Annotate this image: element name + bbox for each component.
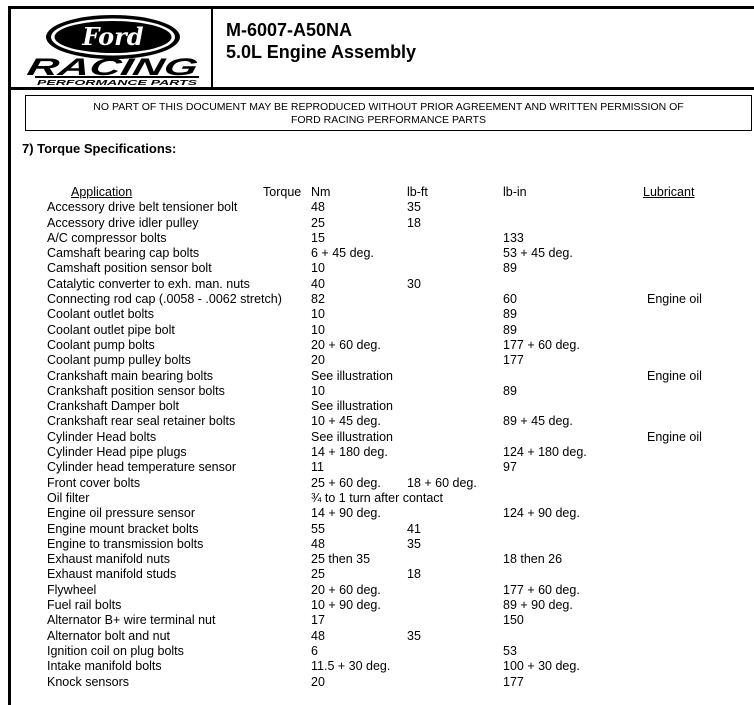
cell-application: A/C compressor bolts (47, 230, 167, 245)
cell-nm: 10 (311, 383, 325, 398)
document-number: M-6007-A50NA (226, 20, 353, 40)
table-row (47, 567, 752, 582)
cell-nm: See illustration (311, 429, 393, 444)
document-title: 5.0L Engine Assembly (226, 42, 417, 62)
table-row (47, 491, 752, 506)
cell-application: Coolant pump bolts (47, 337, 155, 352)
cell-application: Exhaust manifold studs (47, 567, 177, 582)
table-row (47, 537, 752, 552)
document-title-block (226, 19, 416, 63)
cell-lbft: 41 (407, 521, 421, 536)
cell-application: Accessory drive belt tensioner bolt (47, 200, 238, 215)
cell-application: Intake manifold bolts (47, 659, 162, 674)
cell-lbin: 177 + 60 deg. (503, 337, 580, 352)
cell-application: Engine oil pressure sensor (47, 506, 195, 521)
cell-nm: 10 (311, 322, 325, 337)
header-rule (11, 87, 754, 90)
cell-lbft: 35 (407, 536, 421, 551)
cell-application: Knock sensors (47, 674, 129, 689)
cell-nm: 11.5 + 30 deg. (311, 659, 391, 674)
table-row (47, 644, 752, 659)
cell-lubricant: Engine oil (647, 292, 702, 307)
table-row (47, 552, 752, 567)
cell-lubricant: Engine oil (647, 368, 702, 383)
cell-lbft: 35 (407, 628, 421, 643)
cell-lbin: 60 (503, 292, 517, 307)
cell-application: Coolant pump pulley bolts (47, 353, 191, 368)
table-header-row (47, 185, 752, 200)
cell-lbin: 177 + 60 deg. (503, 582, 580, 597)
cell-nm: 6 + 45 deg. (311, 246, 374, 261)
cell-nm: 10 + 45 deg. (311, 414, 381, 429)
cell-application: Connecting rod cap (.0058 - .0062 stretch) (47, 292, 282, 307)
table-row (47, 261, 752, 276)
cell-application: Flywheel (47, 582, 97, 597)
logo-ford-text: Ford (82, 22, 144, 51)
cell-lbin: 89 (503, 307, 517, 322)
table-row (47, 384, 752, 399)
copyright-notice (25, 95, 752, 131)
cell-lbft: 18 + 60 deg. (407, 475, 477, 490)
header-lbft: lb-ft (407, 185, 428, 199)
cell-application: Crankshaft rear seal retainer bolts (47, 414, 236, 429)
cell-application: Fuel rail bolts (47, 598, 122, 613)
cell-application: Coolant outlet pipe bolt (47, 322, 175, 337)
document-header (11, 9, 754, 87)
table-row (47, 216, 752, 231)
table-row (47, 613, 752, 628)
cell-nm: 20 (311, 353, 325, 368)
cell-nm: 25 (311, 567, 325, 582)
cell-application: Alternator bolt and nut (47, 628, 170, 643)
table-row (47, 675, 752, 690)
table-row (47, 522, 752, 537)
cell-nm: 20 + 60 deg. (311, 582, 381, 597)
cell-nm: 15 (311, 230, 325, 245)
cell-lbft: 18 (407, 215, 421, 230)
cell-nm: 20 (311, 674, 325, 689)
table-row (47, 460, 752, 475)
table-row (47, 292, 752, 307)
cell-nm: 25 + 60 deg. (311, 475, 381, 490)
cell-application: Camshaft position sensor bolt (47, 261, 212, 276)
cell-lbft: 18 (407, 567, 421, 582)
cell-application: Oil filter (47, 490, 90, 505)
cell-lbin: 89 (503, 261, 517, 276)
cell-application: Coolant outlet bolts (47, 307, 155, 322)
cell-application: Crankshaft main bearing bolts (47, 368, 214, 383)
cell-nm: 17 (311, 613, 325, 628)
table-row (47, 583, 752, 598)
cell-application: Alternator B+ wire terminal nut (47, 613, 216, 628)
ford-racing-logo (21, 9, 213, 87)
cell-nm: 10 (311, 261, 325, 276)
cell-nm: 10 (311, 307, 325, 322)
section-title: 7) Torque Specifications: (22, 141, 177, 156)
table-row (47, 323, 752, 338)
cell-nm: 14 + 90 deg. (311, 506, 381, 521)
table-row (47, 629, 752, 644)
cell-lbin: 150 (503, 613, 524, 628)
header-lubricant: Lubricant (643, 185, 695, 199)
header-torque: Torque (263, 185, 302, 199)
cell-lbft: 30 (407, 276, 421, 291)
cell-nm: 48 (311, 200, 325, 215)
table-body (47, 200, 752, 690)
cell-application: Front cover bolts (47, 475, 141, 490)
header-application: Application (71, 185, 133, 199)
logo-racing-text: RACING (24, 54, 125, 81)
cell-lbin: 124 + 90 deg. (503, 506, 580, 521)
cell-nm: 25 then 35 (311, 552, 371, 567)
cell-application: Engine to transmission bolts (47, 536, 204, 551)
table-row (47, 369, 752, 384)
cell-nm: 40 (311, 276, 325, 291)
cell-application: Cylinder Head pipe plugs (47, 445, 187, 460)
cell-application: Cylinder Head bolts (47, 429, 157, 444)
cell-lbin: 89 + 45 deg. (503, 414, 573, 429)
table-row (47, 430, 752, 445)
cell-nm: 55 (311, 521, 325, 536)
cell-lbin: 89 (503, 322, 517, 337)
cell-nm: 48 (311, 628, 325, 643)
cell-nm: See illustration (311, 399, 393, 414)
cell-lbft: 35 (407, 200, 421, 215)
cell-application: Ignition coil on plug bolts (47, 643, 184, 658)
cell-nm: 25 (311, 215, 325, 230)
table-row (47, 445, 752, 460)
cell-lbin: 53 + 45 deg. (503, 246, 573, 261)
cell-lubricant: Engine oil (647, 429, 702, 444)
table-row (47, 246, 752, 261)
cell-lbin: 53 (503, 643, 517, 658)
cell-lbin: 100 + 30 deg. (503, 659, 580, 674)
cell-lbin: 177 (503, 674, 524, 689)
cell-application: Accessory drive idler pulley (47, 215, 199, 230)
cell-nm: 20 + 60 deg. (311, 337, 381, 352)
cell-application: Cylinder head temperature sensor (47, 460, 236, 475)
table-row (47, 200, 752, 215)
cell-lbin: 18 then 26 (503, 552, 563, 567)
cell-lbin: 89 + 90 deg. (503, 598, 573, 613)
cell-lbin: 97 (503, 460, 517, 475)
table-row (47, 659, 752, 674)
cell-application: Crankshaft Damper bolt (47, 399, 180, 414)
table-row (47, 231, 752, 246)
table-row (47, 353, 752, 368)
cell-nm: ¾ to 1 turn after contact (311, 490, 444, 505)
cell-application: Camshaft bearing cap bolts (47, 246, 200, 261)
cell-application: Catalytic converter to exh. man. nuts (47, 276, 250, 291)
table-row (47, 598, 752, 613)
cell-nm: 82 (311, 292, 325, 307)
header-lbin: lb-in (503, 185, 527, 199)
header-nm: Nm (311, 185, 331, 199)
cell-nm: See illustration (311, 368, 393, 383)
table-row (47, 277, 752, 292)
cell-lbin: 177 (503, 353, 524, 368)
torque-specifications-table (47, 185, 752, 690)
cell-nm: 6 (311, 643, 318, 658)
table-row (47, 338, 752, 353)
notice-line-1: NO PART OF THIS DOCUMENT MAY BE REPRODUCED WITHOUT PRIOR AGREEMENT AND WRITTEN PERMISSION OF (93, 101, 684, 113)
cell-lbin: 89 (503, 383, 517, 398)
cell-nm: 11 (311, 460, 324, 475)
logo-tagline-text: PERFORMANCE PARTS (37, 80, 198, 87)
cell-nm: 14 + 180 deg. (311, 445, 388, 460)
table-row (47, 307, 752, 322)
cell-lbin: 124 + 180 deg. (503, 445, 587, 460)
notice-line-2: FORD RACING PERFORMANCE PARTS (290, 114, 487, 126)
table-row (47, 506, 752, 521)
table-row (47, 399, 752, 414)
table-row (47, 476, 752, 491)
cell-nm: 10 + 90 deg. (311, 598, 381, 613)
cell-nm: 48 (311, 536, 325, 551)
cell-application: Engine mount bracket bolts (47, 521, 199, 536)
cell-application: Exhaust manifold nuts (47, 552, 170, 567)
cell-lbin: 133 (503, 230, 524, 245)
table-row (47, 414, 752, 429)
cell-application: Crankshaft position sensor bolts (47, 383, 225, 398)
frame-left-rule (8, 6, 11, 705)
